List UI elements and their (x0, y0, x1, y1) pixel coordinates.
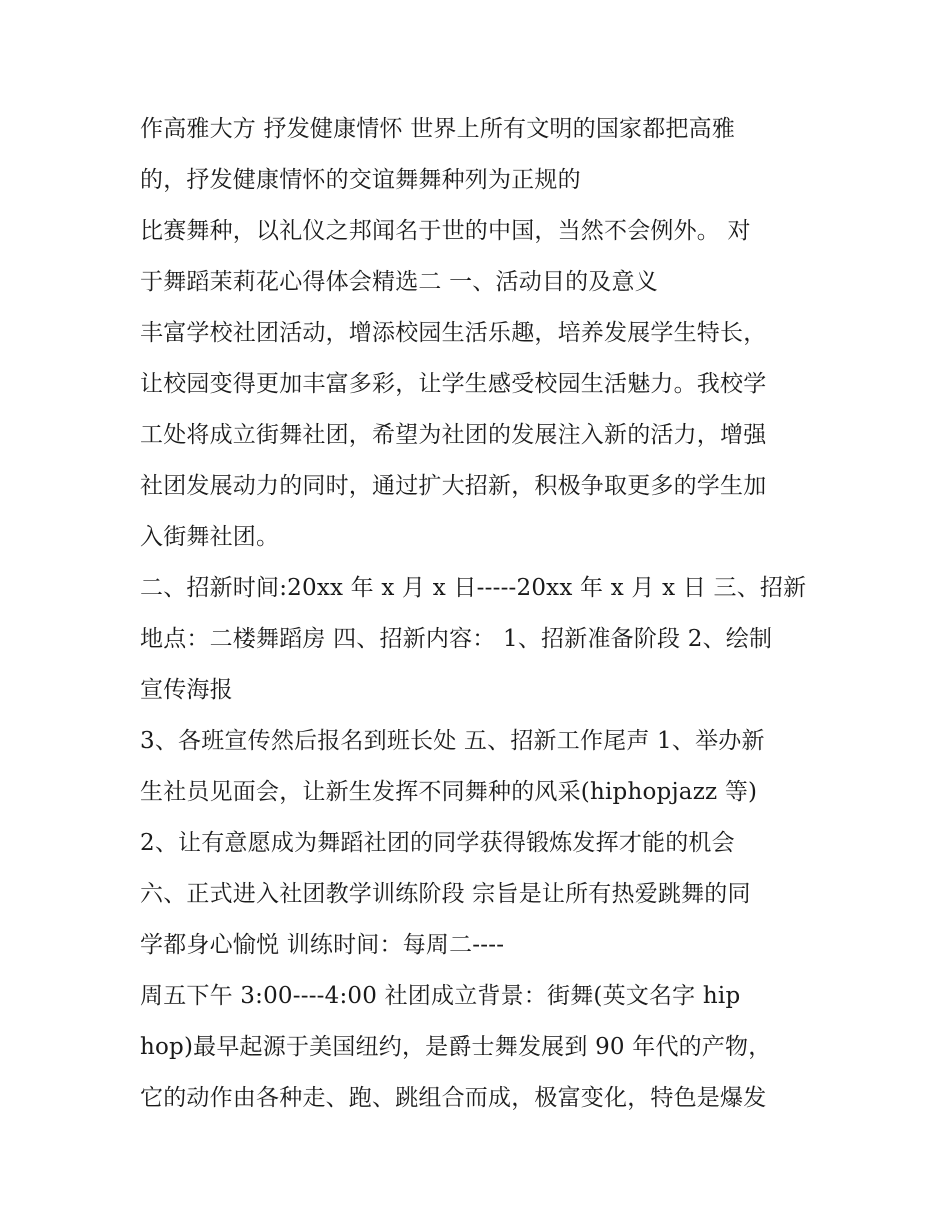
text-line: 的，抒发健康情怀的交谊舞舞种列为正规的 (140, 167, 581, 193)
document-body (140, 108, 830, 1128)
text-line: 宣传海报 (140, 677, 233, 703)
text-line: 丰富学校社团活动，增添校园生活乐趣，培养发展学生特长， (140, 320, 767, 346)
text-line: 二、招新时间:20xx 年 x 月 x 日-----20xx 年 x 月 x 日 三、招新 (140, 575, 807, 601)
text-line: 学都身心愉悦 训练时间：每周二---- (140, 932, 505, 958)
text-line: 让校园变得更加丰富多彩，让学生感受校园生活魅力。我校学 (140, 371, 767, 397)
text-line: 地点：二楼舞蹈房 四、招新内容： 1、招新准备阶段 2、绘制 (140, 626, 773, 652)
text-line: hop)最早起源于美国纽约，是爵士舞发展到 90 年代的产物， (140, 1034, 772, 1060)
text-line: 入街舞社团。 (140, 524, 280, 550)
text-line: 六、正式进入社团教学训练阶段 宗旨是让所有热爱跳舞的同 (140, 881, 751, 907)
text-line: 生社员见面会，让新生发挥不同舞种的风采(hiphopjazz 等) (140, 779, 758, 805)
text-line: 3、各班宣传然后报名到班长处 五、招新工作尾声 1、举办新 (140, 728, 765, 754)
text-line: 工处将成立街舞社团，希望为社团的发展注入新的活力，增强 (140, 422, 767, 448)
text-line: 它的动作由各种走、跑、跳组合而成，极富变化，特色是爆发 (140, 1085, 767, 1111)
text-line: 比赛舞种，以礼仪之邦闻名于世的中国，当然不会例外。 对 (140, 218, 751, 244)
text-line: 周五下午 3:00----4:00 社团成立背景：街舞(英文名字 hip (140, 983, 741, 1009)
text-line: 2、让有意愿成为舞蹈社团的同学获得锻炼发挥才能的机会 (140, 830, 735, 856)
text-line: 于舞蹈茉莉花心得体会精选二 一、活动目的及意义 (140, 269, 658, 295)
text-line: 社团发展动力的同时，通过扩大招新，积极争取更多的学生加 (140, 473, 767, 499)
text-line: 作高雅大方 抒发健康情怀 世界上所有文明的国家都把高雅 (140, 116, 736, 142)
